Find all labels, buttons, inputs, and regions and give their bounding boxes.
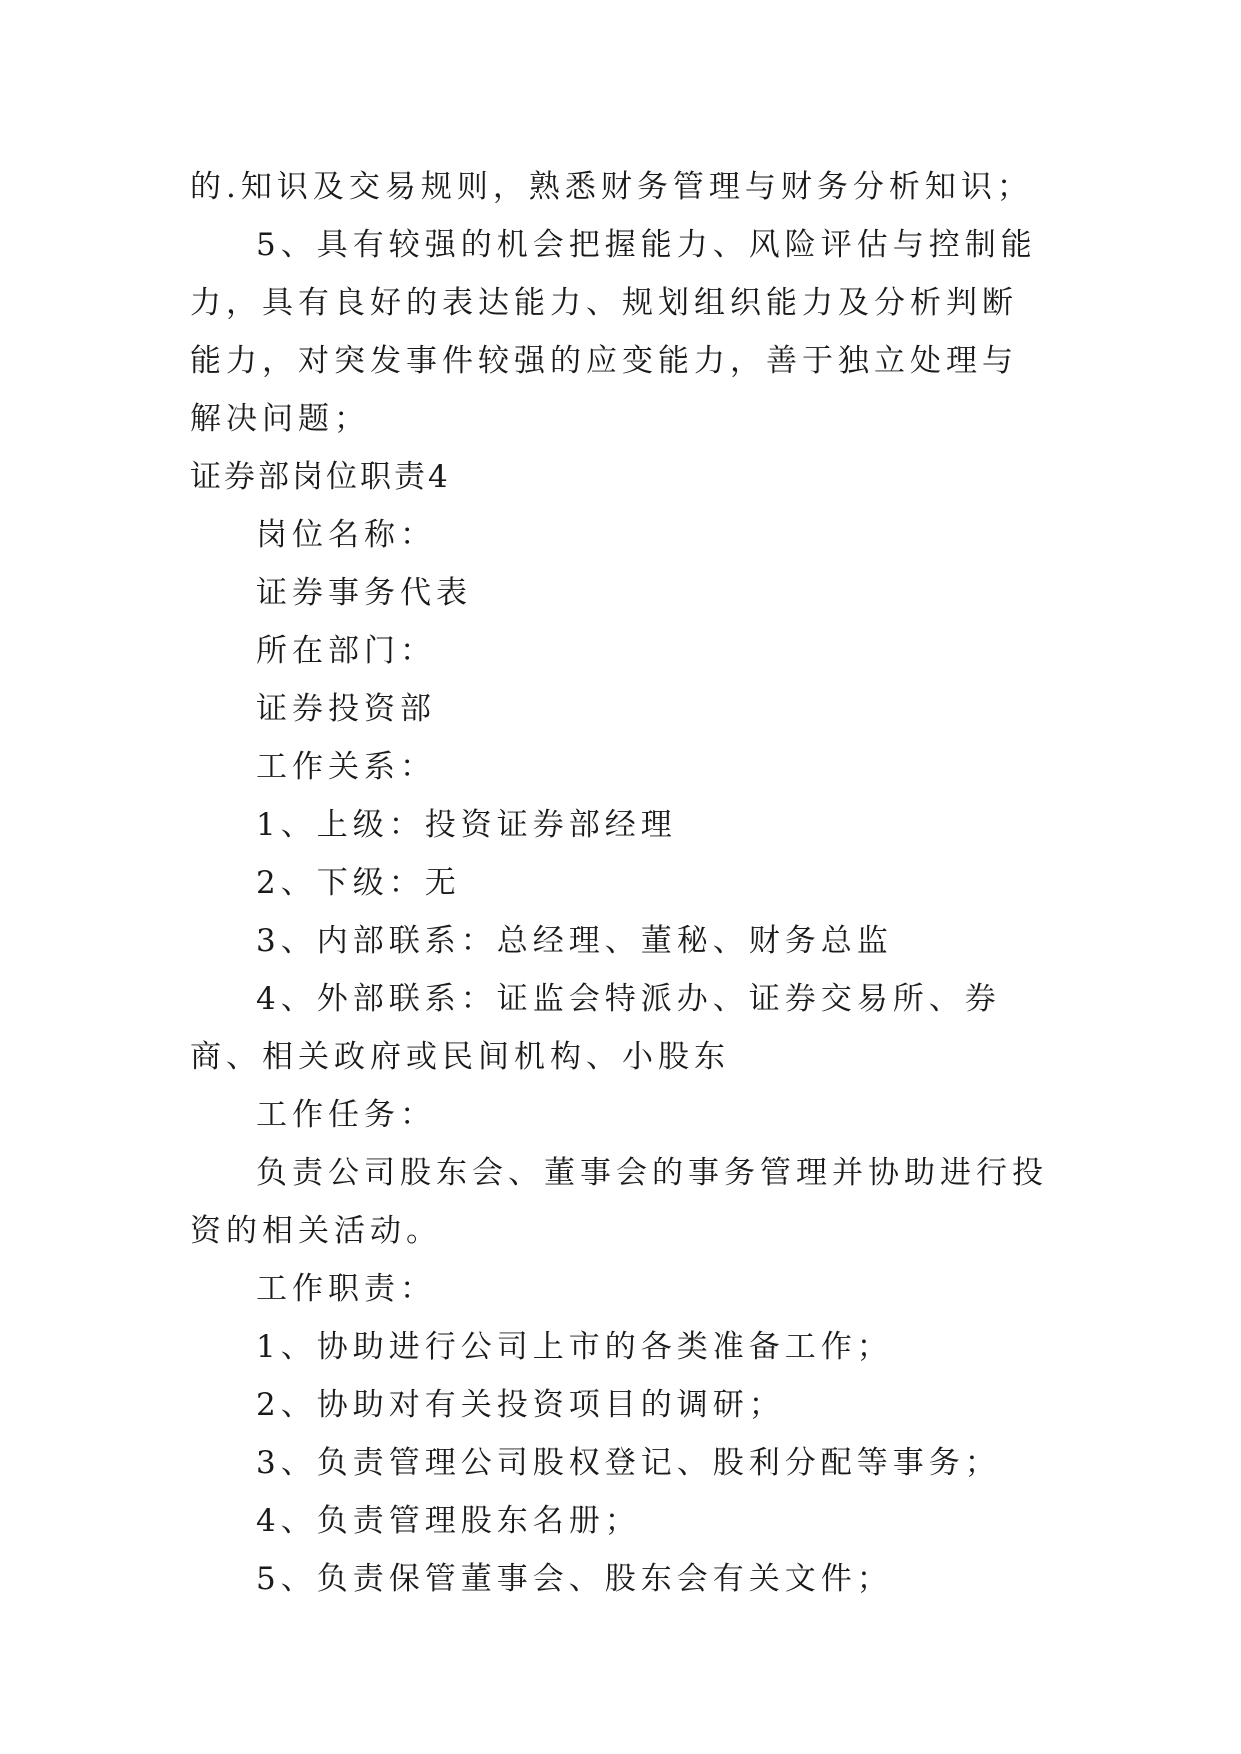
section-heading: 证券部岗位职责4 <box>190 459 451 495</box>
paragraph-knowledge-rules: 的.知识及交易规则，熟悉财务管理与财务分析知识； <box>190 169 1033 205</box>
duty-item-1: 1、协助进行公司上市的各类准备工作； <box>256 1329 893 1365</box>
value-position-name: 证券事务代表 <box>256 575 472 611</box>
duty-item-3: 3、负责管理公司股权登记、股利分配等事务； <box>256 1445 1001 1481</box>
relation-subordinate: 2、下级：无 <box>256 865 461 901</box>
duty-item-2: 2、协助对有关投资项目的调研； <box>256 1387 785 1423</box>
relation-external: 4、外部联系：证监会特派办、证券交易所、券商、相关政府或民间机构、小股东 <box>190 981 1001 1075</box>
label-department: 所在部门： <box>256 633 436 669</box>
label-work-tasks: 工作任务： <box>256 1097 436 1133</box>
value-department: 证券投资部 <box>256 691 436 727</box>
duty-item-4: 4、负责管理股东名册； <box>256 1503 641 1539</box>
relation-superior: 1、上级：投资证券部经理 <box>256 807 677 843</box>
relation-internal: 3、内部联系：总经理、董秘、财务总监 <box>256 923 893 959</box>
duty-item-5: 5、负责保管董事会、股东会有关文件； <box>256 1561 893 1597</box>
label-work-duties: 工作职责： <box>256 1271 436 1307</box>
paragraph-ability-requirements: 5、具有较强的机会把握能力、风险评估与控制能力，具有良好的表达能力、规划组织能力及分析判断能力，对突发事件较强的应变能力，善于独立处理与解决问题； <box>190 227 1037 437</box>
label-work-relations: 工作关系： <box>256 749 436 785</box>
label-position-name: 岗位名称： <box>256 517 436 553</box>
document-body <box>190 158 1052 1608</box>
value-work-tasks: 负责公司股东会、董事会的事务管理并协助进行投资的相关活动。 <box>190 1155 1048 1249</box>
